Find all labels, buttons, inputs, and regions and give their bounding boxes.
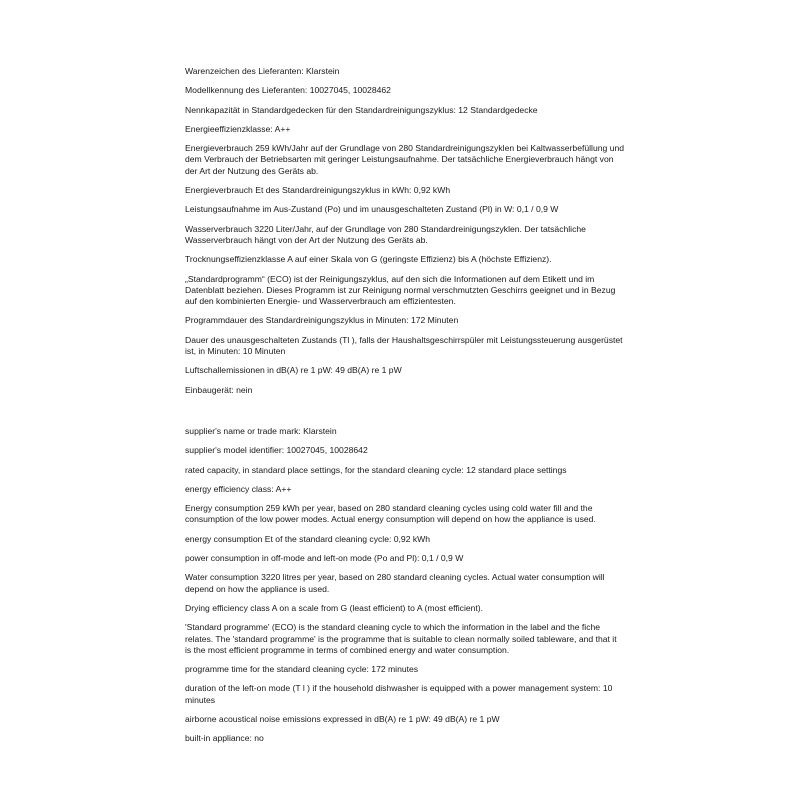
german-section — [185, 66, 625, 396]
german-paragraph: Nennkapazität in Standardgedecken für den Standardreinigungszyklus: 12 Standardgedecke — [185, 104, 538, 115]
german-paragraph: Leistungsaufnahme im Aus-Zustand (Po) und im unausgeschalteten Zustand (Pl) in W: 0,1 / 0,9 W — [185, 204, 559, 215]
german-paragraph: Warenzeichen des Lieferanten: Klarstein — [185, 66, 340, 76]
english-paragraph: supplier's model identifier: 10027045, 10028642 — [185, 445, 368, 456]
english-paragraph: duration of the left-on mode (T l ) if the household dishwasher is equipped with a power management system: 10 minutes — [185, 683, 613, 705]
english-section — [185, 426, 625, 745]
english-paragraph: Drying efficiency class A on a scale from G (least efficient) to A (most efficient). — [185, 602, 484, 613]
german-paragraph: Wasserverbrauch 3220 Liter/Jahr, auf der Grundlage von 280 Standardreinigungszyklen. Der tatsächliche Wasserverbrauch hängt von der Art der Nutzung des Geräts ab. — [185, 223, 586, 245]
product-fiche — [185, 66, 625, 753]
german-paragraph: Energieverbrauch Et des Standardreinigungszyklus in kWh: 0,92 kWh — [185, 185, 451, 196]
english-paragraph: Energy consumption 259 kWh per year, based on 280 standard cleaning cycles using cold water fill and the consumption of the low power modes. Actual energy consumption will depend on how the appliance is used. — [185, 503, 596, 525]
german-paragraph: Einbaugerät: nein — [185, 384, 253, 395]
german-paragraph: Dauer des unausgeschalteten Zustands (Tl ), falls der Haushaltsgeschirrspüler mit Leistungssteuerung ausgerüstet ist, in Minuten: 10 Minuten — [185, 334, 623, 357]
german-paragraph: Trocknungseffizienzklasse A auf einer Skala von G (geringste Effizienz) bis A (höchste Effizienz). — [185, 254, 552, 265]
english-paragraph: energy efficiency class: A++ — [185, 483, 292, 494]
english-paragraph: rated capacity, in standard place settings, for the standard cleaning cycle: 12 standard place settings — [185, 464, 567, 475]
german-paragraph: Modellkennung des Lieferanten: 10027045, 10028462 — [185, 85, 391, 96]
german-paragraph: Programmdauer des Standardreinigungszyklus in Minuten: 172 Minuten — [185, 315, 459, 326]
german-paragraph: Energieverbrauch 259 kWh/Jahr auf der Grundlage von 280 Standardreinigungszyklen bei Kaltwasserbefüllung und dem Verbrauch der Betriebsarten mit geringer Leistungsaufnahme. Der tatsächliche Energieverbrauch hängt von der Art der Nutzung des Geräts ab. — [185, 143, 625, 176]
english-paragraph: airborne acoustical noise emissions expressed in dB(A) re 1 pW: 49 dB(A) re 1 pW — [185, 713, 500, 724]
english-paragraph: power consumption in off-mode and left-on mode (Po and Pl): 0,1 / 0,9 W — [185, 553, 464, 564]
german-paragraph: „Standardprogramm“ (ECO) ist der Reinigungszyklus, auf den sich die Informationen auf dem Etikett und im Datenblatt beziehen. Dieses Programm ist zur Reinigung normal verschmutzten Geschirrs geeignet und in Bezug auf den kombinierten Energie- und Wasserverbrauch am effizientesten. — [185, 273, 616, 307]
english-paragraph: energy consumption Et of the standard cleaning cycle: 0,92 kWh — [185, 533, 431, 544]
english-paragraph: supplier's name or trade mark: Klarstein — [185, 425, 337, 436]
german-paragraph: Luftschallemissionen in dB(A) re 1 pW: 49 dB(A) re 1 pW — [185, 365, 402, 376]
german-paragraph: Energieeffizienzklasse: A++ — [185, 123, 291, 134]
english-paragraph: Water consumption 3220 litres per year, based on 280 standard cleaning cycles. Actual water consumption will depend on how the appliance is used. — [185, 572, 605, 594]
english-paragraph: built-in appliance: no — [185, 733, 264, 744]
english-paragraph: programme time for the standard cleaning cycle: 172 minutes — [185, 664, 419, 675]
english-paragraph: 'Standard programme' (ECO) is the standard cleaning cycle to which the information in the label and the fiche relates. The 'standard programme' is the programme that is suitable to clean normally soiled tableware, and that it is the most efficient programme in terms of combined energy and water consumption. — [185, 622, 617, 655]
